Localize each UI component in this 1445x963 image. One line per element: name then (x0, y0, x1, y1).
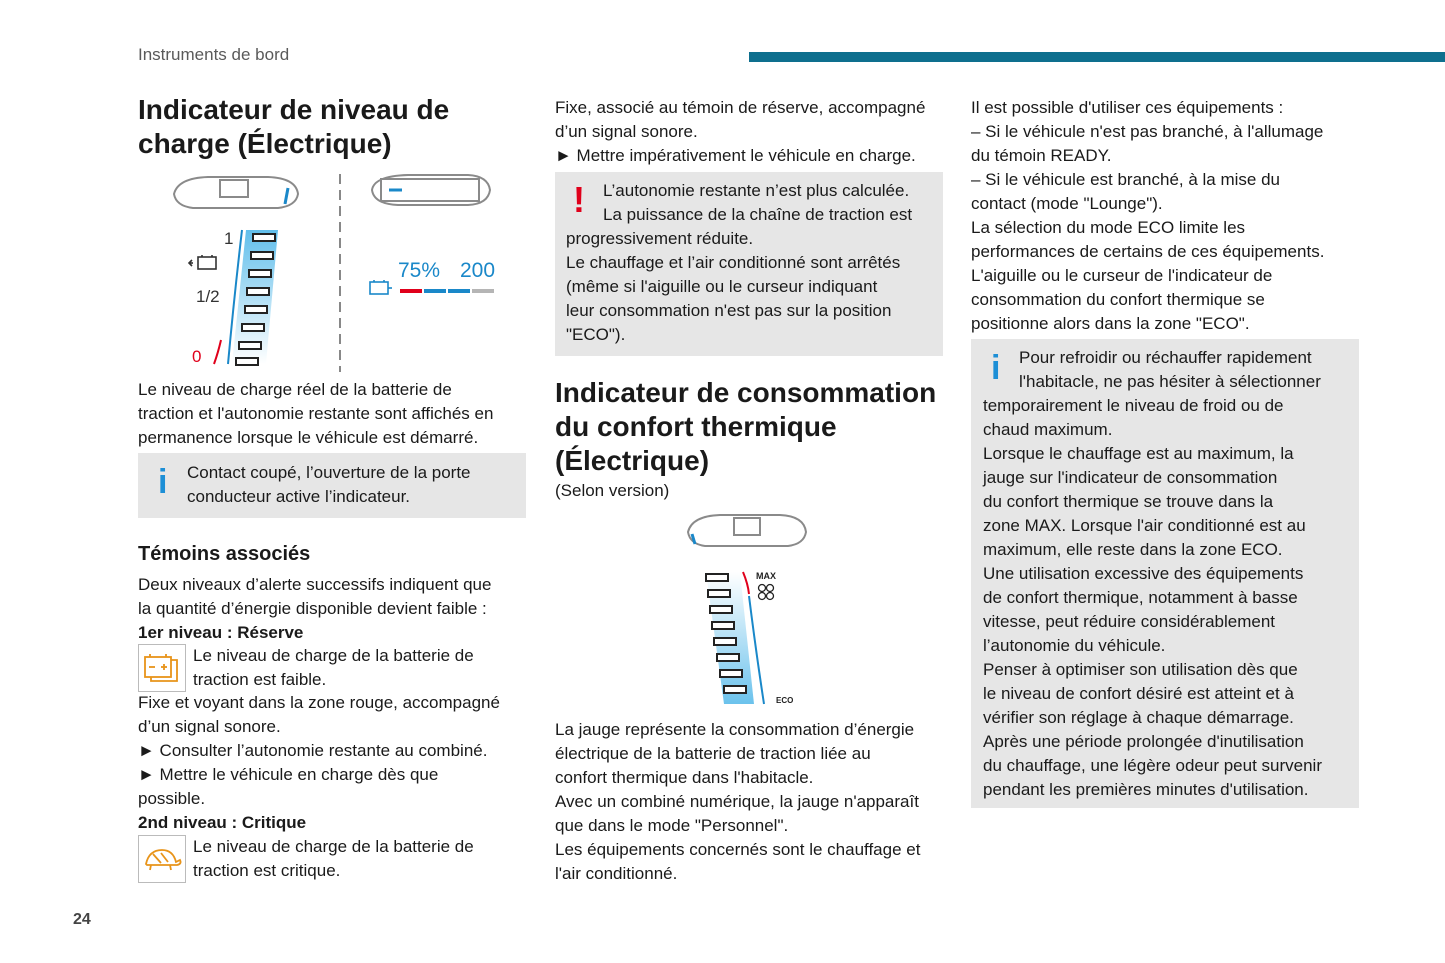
gauge-label-half: 1/2 (196, 287, 220, 306)
alert-intro: Deux niveaux d’alerte successifs indiquent que la quantité d’énergie disponible devient faible : 1er niveau : Réserve (138, 575, 492, 642)
subheading-temoins: Témoins associés (138, 543, 311, 565)
level2-title: 2nd niveau : Critique (138, 813, 307, 832)
charge-indicator-title: Indicateur de niveau de charge (Électrique) (138, 94, 450, 159)
charge-bar-segment (424, 289, 446, 293)
header-accent-bar (749, 52, 1445, 62)
level1-body: Fixe et voyant dans la zone rouge, accompagné d’un signal sonore. ► Consulter l’autonomie restante au combiné. ► Mettre le véhicule en charge dès que possible. 2nd niveau : Critique (138, 693, 500, 832)
thermal-gauge-figure (680, 512, 815, 712)
page-number: 24 (73, 911, 91, 928)
charge-bar-segment (400, 289, 422, 293)
info-note-thermal: i Pour refroidir ou réchauffer rapidement l'habitacle, ne pas hésiter à sélectionner temporairement le niveau de froid ou de chaud maximum. Lorsque le chauffage est au maximum, la jauge sur l'indicateur de consommation du confort thermique se trouve dans la zone MAX. Lorsque l'air conditionné est au maximum, elle reste dans la zone ECO. Une utilisation excessive des équipements de confort thermique, notamment à basse vitesse, peut réduire considérablement l’autonomie du véhicule. Penser à optimiser son utilisation dès que le niveau de confort désiré est atteint et à vérifier son réglage à chaque démarrage. Après une période prolongée d'inutilisation du chauffage, une légère odeur peut survenir pendant les premières minutes d'utilisation. (971, 339, 1359, 808)
gauge-label-empty: 0 (192, 347, 202, 366)
charge-paragraph: Le niveau de charge réel de la batterie de traction et l'autonomie restante sont affichés en permanence lorsque le véhicule est démarré. (138, 380, 494, 447)
charge-level-bar (400, 289, 494, 293)
level2-icon-text: Le niveau de charge de la batterie de traction est critique. (193, 837, 474, 880)
info-note-contact: i Contact coupé, l’ouverture de la porte conducteur active l’indicateur. (138, 453, 526, 518)
max-label: MAX (756, 571, 776, 581)
thermal-body: La jauge représente la consommation d’énergie électrique de la batterie de traction liée au confort thermique dans l'habitacle. Avec un combiné numérique, la jauge n'apparaît que dans le mode "Personnel". Les équipements concernés sont le chauffage et l'air conditionné. (555, 720, 921, 883)
instrument-cluster-icon (688, 515, 806, 546)
equipment-usage-text: Il est possible d'utiliser ces équipements : – Si le véhicule n'est pas branché, à l'allumage du témoin READY. – Si le véhicule est branché, à la mise du contact (mode "Lounge"). La sélection du mode ECO limite les performances de certains de ces équipements. L'aiguille ou le curseur de l'indicateur de consommation du confort thermique se positionne alors dans la zone "ECO". (971, 98, 1325, 333)
level1-icon-text: Le niveau de charge de la batterie de traction est faible. (193, 646, 474, 689)
warning-icon: ! (573, 179, 585, 220)
turtle-critical-icon (138, 835, 186, 883)
level1-title: 1er niveau : Réserve (138, 623, 304, 642)
charge-bar-segment (472, 289, 494, 293)
instrument-cluster-icon (174, 177, 298, 208)
version-note: (Selon version) (555, 481, 670, 500)
digital-cluster-icon (372, 175, 490, 205)
battery-icon-digital (370, 280, 392, 294)
fan-icon (759, 585, 774, 600)
battery-icon (189, 255, 216, 269)
battery-reserve-warning-icon (138, 644, 186, 692)
range-value: 200 (460, 259, 496, 282)
thermal-comfort-title: Indicateur de consommation du confort thermique (Électrique) (555, 377, 937, 476)
warning-note: ! L’autonomie restante n’est plus calculée. La puissance de la chaîne de traction est progressivement réduite. Le chauffage et l’air conditionné sont arrêtés (même si l'aiguille ou le curseur indiquant leur consommation n'est pas sur la position "ECO"). (555, 172, 943, 356)
section-header: Instruments de bord (138, 45, 290, 64)
charge-gauge-figure (138, 168, 528, 374)
info-icon: i (991, 349, 1001, 387)
info-icon: i (158, 463, 168, 501)
eco-label: ECO (776, 696, 794, 705)
charge-percent: 75% (398, 259, 441, 282)
gauge-label-full: 1 (224, 229, 234, 248)
charge-bar-segment (448, 289, 470, 293)
critical-top-text: Fixe, associé au témoin de réserve, accompagné d’un signal sonore. ► Mettre impérativement le véhicule en charge. (555, 98, 926, 165)
